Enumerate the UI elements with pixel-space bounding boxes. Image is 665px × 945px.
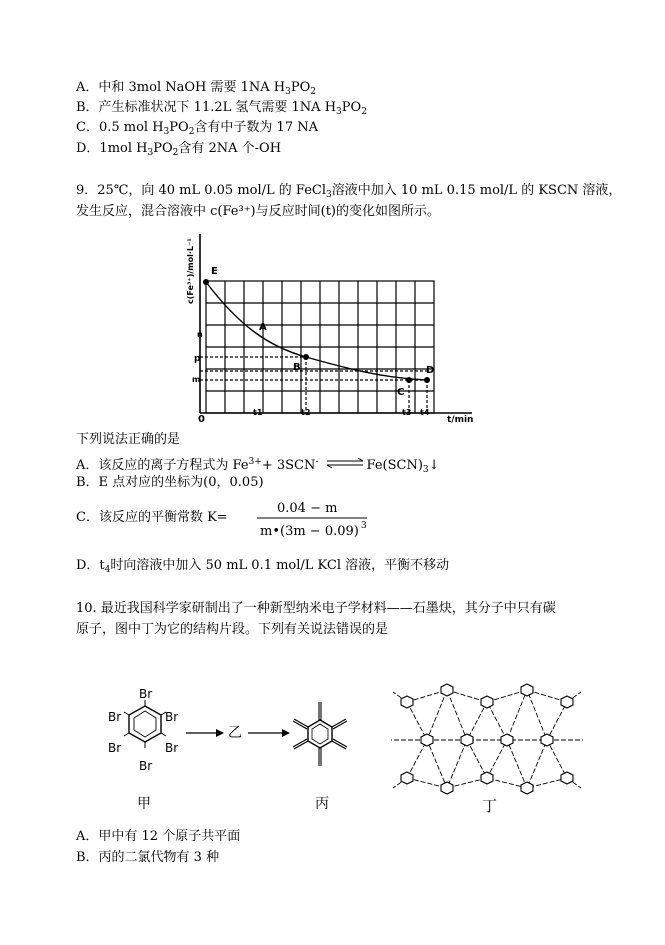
equilibrium-arrow-icon [325,458,365,468]
br-lower-left: Br [108,741,122,755]
point-c [406,377,412,383]
point-e [203,279,209,285]
x-mark-t4: t4 [420,408,430,417]
x-mark-t3: t3 [402,408,412,417]
y-mark-m: m [192,375,201,384]
label-bing: 丙 [315,796,329,812]
concentration-curve [206,282,427,380]
q9-stem-line1: 9．25℃，向 40 mL 0.05 mol/L 的 FeCl$_3$溶液中加入 10 mL 0.15 mol/L 的 KSCN 溶液， [76,183,622,200]
q9-option-a: A．该反应的离子方程式为 $Fe^{3+}+ 3SCN^-$ $Fe(SCN)_3↓$ [76,457,440,475]
point-b-label: B [293,362,301,373]
x-mark-t2: t2 [301,408,311,417]
label-ding: 丁 [482,797,498,815]
arrow-icon [248,727,290,739]
point-b [303,354,309,360]
label-jia: 甲 [137,796,151,812]
option-q8-d: D．1mol $H_3PO_2$含有 2NA 个-OH [76,141,282,158]
br-upper-left: Br [108,710,122,724]
q10-option-a: A．甲中有 12 个原子共平面 [76,829,241,844]
br-bottom: Br [139,759,153,773]
option-q8-b: B．产生标准状况下 11.2L 氢气需要 1NA $H_3PO_2$ [76,100,367,117]
q9-stem-line2: 发生反应，混合溶液中 c(Fe³⁺)与反应时间(t)的变化如图所示。 [76,204,441,219]
q9-prompt: 下列说法正确的是 [76,432,181,447]
fraction-denominator: m•(3m − 0.09) [260,524,359,539]
point-d-label: D [426,365,435,376]
q9-option-c: C．该反应的平衡常数 K= [76,510,228,525]
y-mark-n: n [197,330,203,339]
point-c-label: C [397,387,405,398]
q10-stem-line2: 原子，图中丁为它的结构片段。下列有关说法错误的是 [76,622,389,637]
y-axis-label: c(Fe³⁺)/mol·L⁻¹ [186,238,195,304]
br-top: Br [139,687,153,701]
point-d [424,377,430,383]
br-lower-right: Br [165,741,179,755]
q9-option-b: B．E 点对应的坐标为(0，0.05) [76,475,264,490]
y-mark-p: p [194,354,201,364]
graphdiyne-fragment [385,680,585,795]
x-axis-label: t/min [447,415,474,424]
fraction-exponent: 3 [361,521,367,531]
br-upper-right: Br [165,710,179,724]
origin-label: 0 [198,414,205,424]
equilibrium-constant-fraction [255,497,373,541]
option-q8-a: A．中和 3mol NaOH 需要 1NA $H_3PO_2$ [76,80,316,97]
q10-stem-line1: 10. 最近我国科学家研制出了一种新型纳米电子学材料——石墨炔，其分子中只有碳 [76,601,556,616]
arrow-icon [186,727,224,739]
hexaethynylbenzene-structure [290,690,350,774]
option-q8-c: C．0.5 mol $H_3PO_2$含有中子数为 17 NA [76,120,318,137]
x-mark-t1: t1 [253,408,263,417]
q10-option-b: B．丙的二氯代物有 3 种 [76,850,220,865]
fraction-numerator: 0.04 − m [277,501,338,516]
fe3-concentration-chart [180,232,480,424]
point-e-label: E [211,266,218,277]
label-yi: 乙 [228,725,242,741]
point-a-label: A [259,322,267,333]
q9-option-d: D．$t_4$时向溶液中加入 50 mL 0.1 mol/L KCl 溶液，平衡不移动 [76,558,450,575]
guide-lines [200,357,427,413]
hexabromobenzene-structure [105,678,185,778]
